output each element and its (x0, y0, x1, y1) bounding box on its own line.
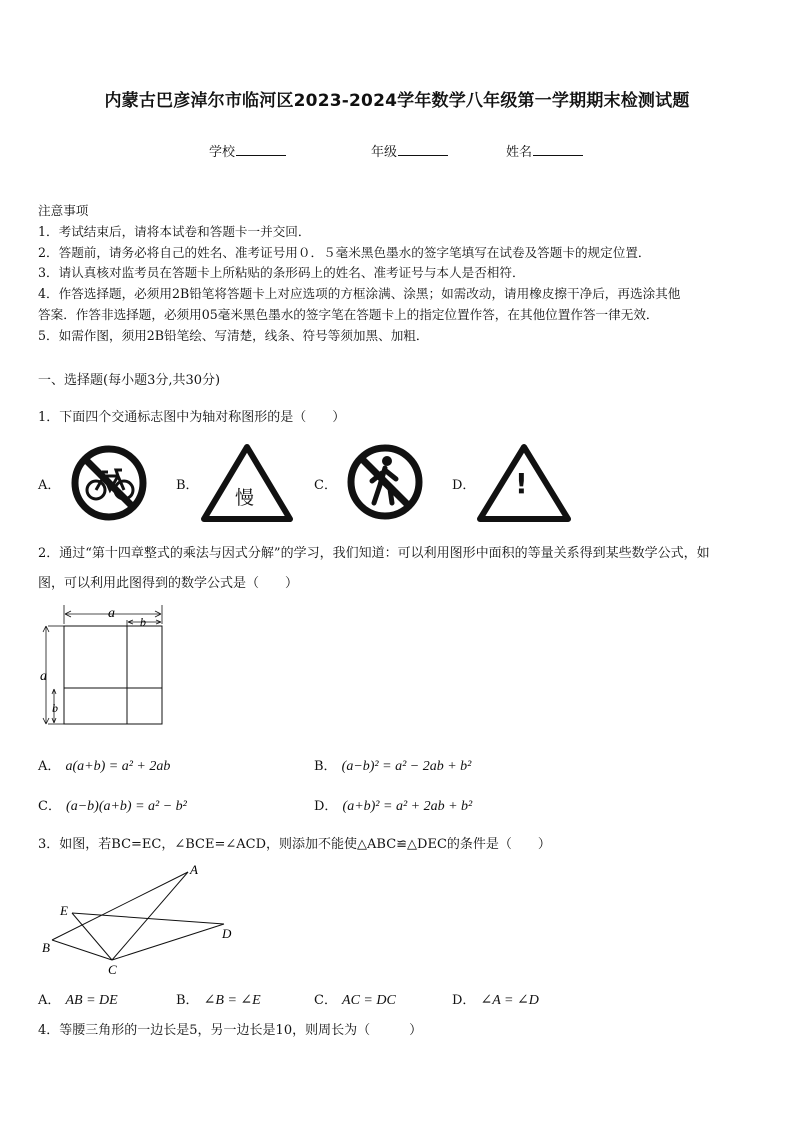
q2-stem-line1: 2．通过“第十四章整式的乘法与因式分解”的学习，我们知道：可以利用图形中面积的等量关系得到某些数学公式，如 (38, 546, 710, 561)
q2-option-b[interactable] (314, 755, 471, 775)
name-field[interactable] (506, 141, 583, 160)
q2-option-c[interactable] (38, 795, 187, 815)
school-blank[interactable] (236, 143, 286, 156)
triangle-figure-diagram (36, 860, 246, 978)
q2-option-a[interactable] (38, 755, 170, 775)
q1-option-a-label[interactable]: A． (38, 478, 61, 493)
figure-label-left-b: b (52, 701, 58, 715)
q2-option-a-label: A． (38, 759, 61, 774)
slow-sign-text: 慢 (235, 487, 255, 509)
q3-option-b[interactable] (176, 989, 261, 1009)
q2-stem-line2: 图，可以利用此图得到的数学公式是（ ） (38, 576, 299, 591)
q2-option-d[interactable] (314, 795, 472, 815)
q3-option-b-label: B． (176, 993, 199, 1008)
school-field[interactable] (209, 141, 286, 160)
notice-block (38, 201, 680, 347)
q4-stem: 4．等腰三角形的一边长是5，另一边长是10，则周长为（ ） (38, 1023, 423, 1038)
q2-option-a-formula: a(a+b) = a² + 2ab (65, 759, 171, 774)
q1-stem: 1．下面四个交通标志图中为轴对称图形的是（ ） (38, 410, 346, 425)
q3-option-a-text: AB = DE (65, 993, 118, 1008)
q1-option-b-label[interactable]: B． (176, 478, 199, 493)
notice-item: 4．作答选择题，必须用2B铅笔将答题卡上对应选项的方框涂满、涂黑；如需改动，请用橡皮擦干净后，再选涂其他 (38, 286, 681, 302)
q3-option-d[interactable] (452, 989, 539, 1009)
no-bicycle-sign-icon[interactable] (68, 442, 150, 524)
notice-item: 5．如需作图，须用2B铅笔绘、写清楚，线条、符号等须加黑、加粗． (38, 327, 429, 343)
q1-option-c-label[interactable]: C． (314, 478, 337, 493)
notice-item: 1．考试结束后，请将本试卷和答题卡一并交回． (38, 223, 311, 239)
q3-option-a[interactable] (38, 989, 118, 1009)
figure-label-left-a: a (40, 669, 47, 684)
q2-option-b-formula: (a−b)² = a² − 2ab + b² (341, 759, 472, 774)
name-blank[interactable] (533, 143, 583, 156)
q3-option-d-label: D． (452, 993, 476, 1008)
q2-option-c-label: C． (38, 799, 61, 814)
grade-blank[interactable] (398, 143, 448, 156)
q2-option-d-formula: (a+b)² = a² + 2ab + b² (342, 799, 473, 814)
q3-option-a-label: A． (38, 993, 61, 1008)
grade-field[interactable] (371, 141, 448, 160)
point-label-b: B (42, 940, 50, 955)
point-label-a: A (190, 862, 198, 877)
q3-option-b-text: ∠B = ∠E (203, 993, 261, 1008)
q3-option-d-text: ∠A = ∠D (480, 993, 539, 1008)
notice-item: 2．答题前，请务必将自己的姓名、准考证号用０．５毫米黑色墨水的签字笔填写在试卷及答题卡的规定位置． (38, 244, 651, 260)
q3-option-c-text: AC = DC (342, 993, 396, 1008)
notice-item: 3．请认真核对监考员在答题卡上所粘贴的条形码上的姓名、准考证号与本人是否相符． (38, 265, 525, 281)
page-title: 内蒙古巴彦淖尔市临河区2023-2024学年数学八年级第一学期期末检测试题 (104, 91, 690, 111)
school-label: 学校 (209, 145, 236, 160)
q1-option-d-label[interactable]: D． (452, 478, 476, 493)
point-label-e: E (60, 903, 68, 918)
notice-item: 答案．作答非选择题，必须用05毫米黑色墨水的签字笔在答题卡上的指定位置作答，在其他位置作答一律无效． (38, 306, 659, 322)
name-label: 姓名 (506, 145, 533, 160)
section-heading: 一、选择题(每小题3分,共30分) (38, 373, 221, 388)
figure-label-top-b: b (140, 615, 146, 629)
area-figure-diagram (34, 600, 174, 732)
notice-heading: 注意事项 (38, 203, 89, 218)
point-label-c: C (108, 962, 117, 977)
point-label-d: D (222, 926, 232, 941)
q2-option-b-label: B． (314, 759, 337, 774)
grade-label: 年级 (371, 145, 398, 160)
no-pedestrian-sign-icon[interactable] (344, 441, 426, 523)
warning-sign-text: ! (515, 467, 528, 500)
figure-label-top-a: a (108, 606, 115, 621)
q3-option-c[interactable] (314, 989, 396, 1009)
q3-option-c-label: C． (314, 993, 337, 1008)
q2-option-c-formula: (a−b)(a+b) = a² − b² (66, 799, 187, 814)
q2-option-d-label: D． (314, 799, 338, 814)
q3-stem: 3．如图，若BC=EC，∠BCE=∠ACD，则添加不能使△ABC≌△DEC的条件是（ ） (38, 837, 551, 852)
